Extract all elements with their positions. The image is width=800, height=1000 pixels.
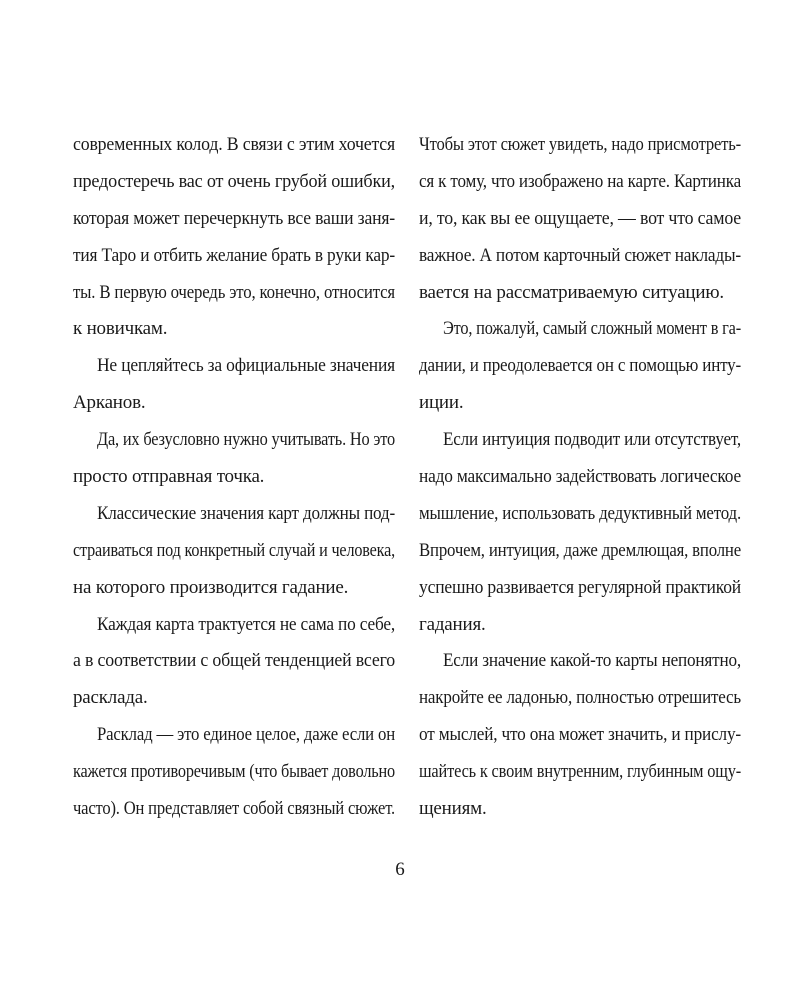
text-line: расклада.: [73, 687, 148, 709]
text-line: ты. В первую очередь это, конечно, относится: [73, 281, 395, 303]
text-line: Впрочем, интуиция, даже дремлющая, вполне: [419, 539, 741, 561]
text-line: тия Таро и отбить желание брать в руки кар-: [73, 244, 395, 266]
text-line: которая может перечеркнуть все ваши заня-: [73, 207, 395, 229]
text-line: вается на рассматриваемую ситуацию.: [419, 281, 724, 303]
text-line: накройте ее ладонью, полностью отрешитесь: [419, 687, 741, 709]
text-line: Это, пожалуй, самый сложный момент в га-: [443, 318, 741, 340]
text-line: и, то, как вы ее ощущаете, — вот что самое: [419, 207, 741, 229]
left-text-column: [73, 127, 395, 828]
right-text-column: [419, 127, 741, 828]
text-line: щениям.: [419, 798, 487, 820]
text-line: гадания.: [419, 613, 486, 635]
text-line: Не цепляйтесь за официальные значения: [97, 355, 395, 377]
text-line: Каждая карта трактуется не сама по себе,: [97, 613, 395, 635]
text-line: страиваться под конкретный случай и человека,: [73, 539, 395, 561]
text-line: от мыслей, что она может значить, и прислу-: [419, 724, 741, 746]
text-line: а в соответствии с общей тенденцией всего: [73, 650, 395, 672]
text-line: иции.: [419, 392, 464, 414]
text-line: дании, и преодолевается он с помощью инту-: [419, 355, 741, 377]
text-line: на которого производится гадание.: [73, 576, 349, 598]
text-line: успешно развивается регулярной практикой: [419, 576, 741, 598]
text-line: Да, их безусловно нужно учитывать. Но это: [97, 429, 395, 451]
text-line: Арканов.: [73, 392, 146, 414]
text-line: Расклад — это единое целое, даже если он: [97, 724, 395, 746]
text-line: важное. А потом карточный сюжет наклады-: [419, 244, 741, 266]
text-line: Если интуиция подводит или отсутствует,: [443, 429, 741, 451]
text-line: просто отправная точка.: [73, 466, 265, 488]
text-line: часто). Он представляет собой связный сюжет.: [73, 798, 395, 820]
text-line: шайтесь к своим внутренним, глубинным ощу-: [419, 761, 741, 783]
text-line: ся к тому, что изображено на карте. Картинка: [419, 170, 741, 192]
text-line: кажется противоречивым (что бывает довольно: [73, 761, 395, 783]
text-line: Классические значения карт должны под-: [97, 502, 395, 524]
page-number: 6: [395, 859, 405, 880]
text-line: Чтобы этот сюжет увидеть, надо присмотреть-: [419, 134, 741, 155]
text-line: Если значение какой-то карты непонятно,: [443, 650, 741, 672]
text-line: предостеречь вас от очень грубой ошибки,: [73, 170, 395, 192]
text-line: надо максимально задействовать логическое: [419, 466, 741, 488]
text-line: мышление, использовать дедуктивный метод.: [419, 502, 741, 524]
text-line: к новичкам.: [73, 318, 168, 340]
text-line: современных колод. В связи с этим хочется: [73, 134, 395, 155]
